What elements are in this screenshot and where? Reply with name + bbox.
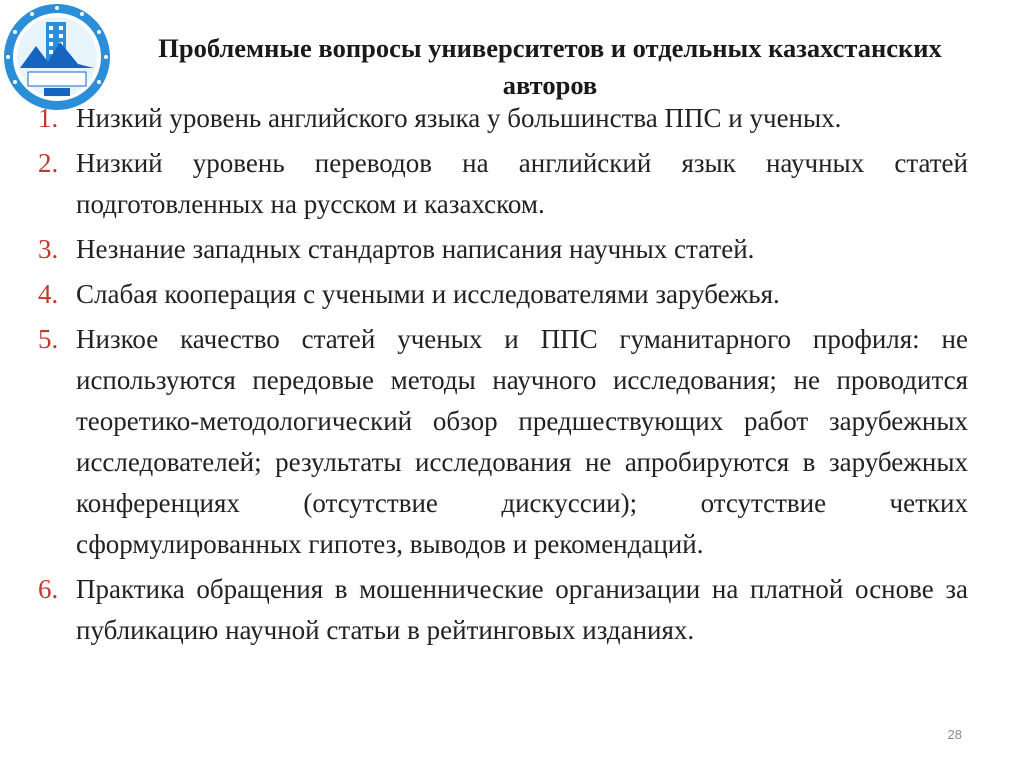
list-item-number: 3. [38, 234, 59, 264]
list-item-text: Низкое качество статей ученых и ППС гуманитарного профиля: не используются передовые методы научного исследования; не проводится теоретико-методологический обзор предшествующих работ зарубежных исследователей; результаты исследования не апробируются в зарубежных конференциях (отсутствие дискуссии); отсутствие четких сформулированных гипотез, выводов и рекомендаций. [76, 324, 968, 559]
list-item [0, 98, 968, 139]
list-item-number: 4. [38, 279, 59, 309]
list-item-text: Незнание западных стандартов написания научных статей. [76, 234, 755, 264]
problems-list [0, 98, 968, 655]
list-item-number: 1. [38, 103, 59, 133]
list-item-number: 6. [38, 574, 59, 604]
list-item-text: Низкий уровень английского языка у большинства ППС и ученых. [76, 103, 842, 133]
page-number: 28 [947, 727, 962, 742]
list-item [0, 274, 968, 315]
list-item [0, 143, 968, 225]
list-item [0, 229, 968, 270]
slide-title: Проблемные вопросы университетов и отдельных казахстанских авторов [158, 33, 942, 100]
list-item-text: Низкий уровень переводов на английский язык научных статей подготовленных на русском и казахском. [76, 148, 968, 219]
list-item-number: 2. [38, 148, 59, 178]
list-item [0, 319, 968, 565]
list-item-text: Слабая кооперация с учеными и исследователями зарубежья. [76, 279, 780, 309]
list-item-number: 5. [38, 324, 59, 354]
list-item-text: Практика обращения в мошеннические организации на платной основе за публикацию научной статьи в рейтинговых изданиях. [76, 574, 968, 645]
list-item [0, 569, 968, 651]
university-logo-icon [2, 2, 112, 112]
